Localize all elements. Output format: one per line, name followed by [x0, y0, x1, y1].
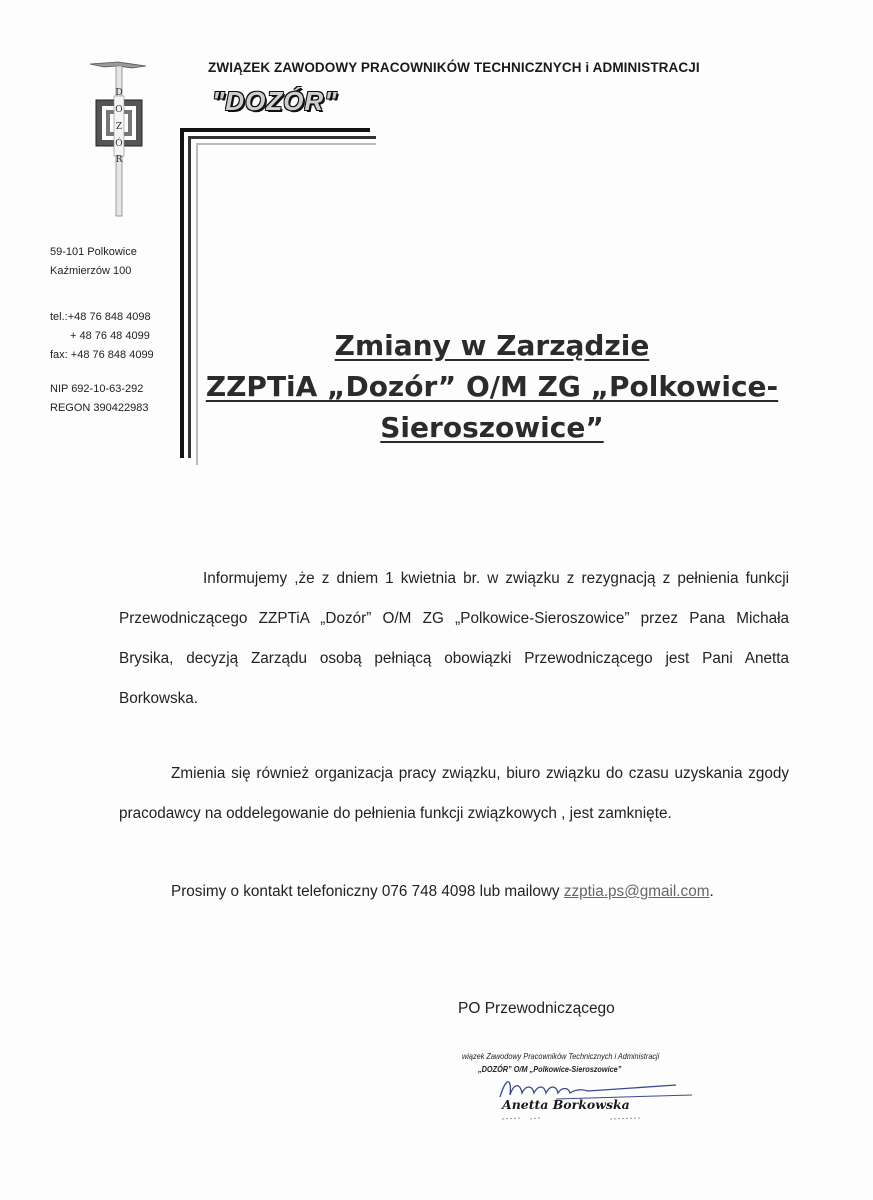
- document-title: [200, 325, 784, 448]
- registration-block: [50, 380, 148, 418]
- title-line: Sieroszowice”: [380, 411, 604, 444]
- decorative-line: [188, 136, 191, 458]
- signature-stamp: [440, 1045, 700, 1135]
- signatory-role: PO Przewodniczącego: [458, 1000, 615, 1017]
- contact-text: Prosimy o kontakt telefoniczny 076 748 4098 lub mailowy: [171, 883, 564, 900]
- body-paragraph: Informujemy ,że z dniem 1 kwietnia br. w związku z rezygnacją z pełnienia funkcji Przewodniczącego ZZPTiA „Dozór” O/M ZG „Polkowice-Sieroszowice” przez Pana Michała Brysika, decyzją Zarządu osobą pełniącą obowiązki Przewodniczącego jest Pani Anetta Borkowska.: [119, 570, 789, 707]
- stamp-name: Anetta Borkowska: [502, 1097, 630, 1112]
- union-logo: [88, 58, 150, 228]
- regon-number: REGON 390422983: [50, 402, 149, 414]
- dozor-logo-icon: [88, 58, 150, 228]
- contact-paragraph: [171, 872, 811, 912]
- svg-text:Z: Z: [115, 122, 123, 132]
- phone-number: + 48 76 48 4099: [70, 330, 150, 342]
- svg-text:O: O: [115, 105, 123, 115]
- decorative-line: [196, 143, 376, 145]
- stamp-line: „DOZÓR” O/M „Polkowice-Sieroszowice”: [478, 1064, 622, 1074]
- organization-name: ZWIĄZEK ZAWODOWY PRACOWNIKÓW TECHNICZNYCH i ADMINISTRACJI: [208, 60, 700, 75]
- phone-number: tel.:+48 76 848 4098: [50, 311, 151, 323]
- email-link[interactable]: zzptia.ps@gmail.com: [563, 883, 710, 900]
- decorative-line: [180, 128, 184, 458]
- brand-logotype: "DOZÓR": [212, 86, 338, 116]
- svg-text:R: R: [115, 155, 123, 165]
- svg-text:Ó: Ó: [115, 139, 123, 149]
- fax-number: fax: +48 76 848 4099: [50, 349, 154, 361]
- decorative-line: [188, 136, 376, 139]
- phone-block: [50, 308, 154, 365]
- contact-end: .: [709, 883, 714, 900]
- address-line: 59-101 Polkowice: [50, 246, 137, 258]
- svg-text:D: D: [115, 88, 123, 98]
- address-line: Kaźmierzów 100: [50, 265, 132, 277]
- decorative-line: [180, 128, 370, 132]
- body-paragraph: Zmienia się również organizacja pracy związku, biuro związku do czasu uzyskania zgody pracodawcy na oddelegowanie do pełnienia funkcji związkowych , jest zamknięte.: [119, 765, 789, 822]
- stamp-line: wiązek Zawodowy Pracowników Technicznych i Administracji: [462, 1051, 660, 1061]
- title-line: ZZPTiA „Dozór” O/M ZG „Polkowice-: [205, 370, 779, 403]
- stamp-texture-icon: [500, 1115, 650, 1121]
- address-block: [50, 243, 137, 281]
- nip-number: NIP 692-10-63-292: [50, 383, 144, 395]
- decorative-line: [196, 143, 198, 465]
- title-line: Zmiany w Zarządzie: [334, 329, 650, 362]
